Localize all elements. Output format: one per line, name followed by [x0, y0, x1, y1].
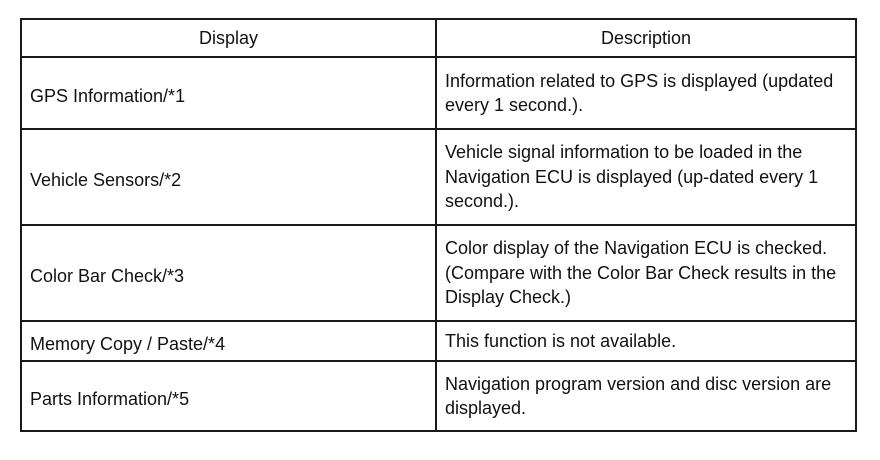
table-header-row [21, 19, 856, 57]
row-display-color-bar-check: Color Bar Check/*3 [21, 225, 436, 321]
display-description-table [20, 18, 857, 432]
row-display-gps: GPS Information/*1 [21, 57, 436, 129]
row-display-parts-information: Parts Information/*5 [21, 361, 436, 431]
row-description-vehicle-sensors: Vehicle signal information to be loaded in the Navigation ECU is displayed (up-dated every 1 second.). [436, 129, 856, 225]
header-description: Description [436, 19, 856, 57]
header-display: Display [21, 19, 436, 57]
row-description-memory-copy-paste: This function is not available. [436, 321, 856, 361]
row-description-parts-information: Navigation program version and disc version are displayed. [436, 361, 856, 431]
table-row [21, 361, 856, 431]
table-row [21, 321, 856, 361]
table-row [21, 57, 856, 129]
row-description-color-bar-check: Color display of the Navigation ECU is checked. (Compare with the Color Bar Check results in the Display Check.) [436, 225, 856, 321]
row-display-vehicle-sensors: Vehicle Sensors/*2 [21, 129, 436, 225]
row-display-memory-copy-paste: Memory Copy / Paste/*4 [21, 321, 436, 361]
table-row [21, 225, 856, 321]
table-row [21, 129, 856, 225]
row-description-gps: Information related to GPS is displayed (updated every 1 second.). [436, 57, 856, 129]
